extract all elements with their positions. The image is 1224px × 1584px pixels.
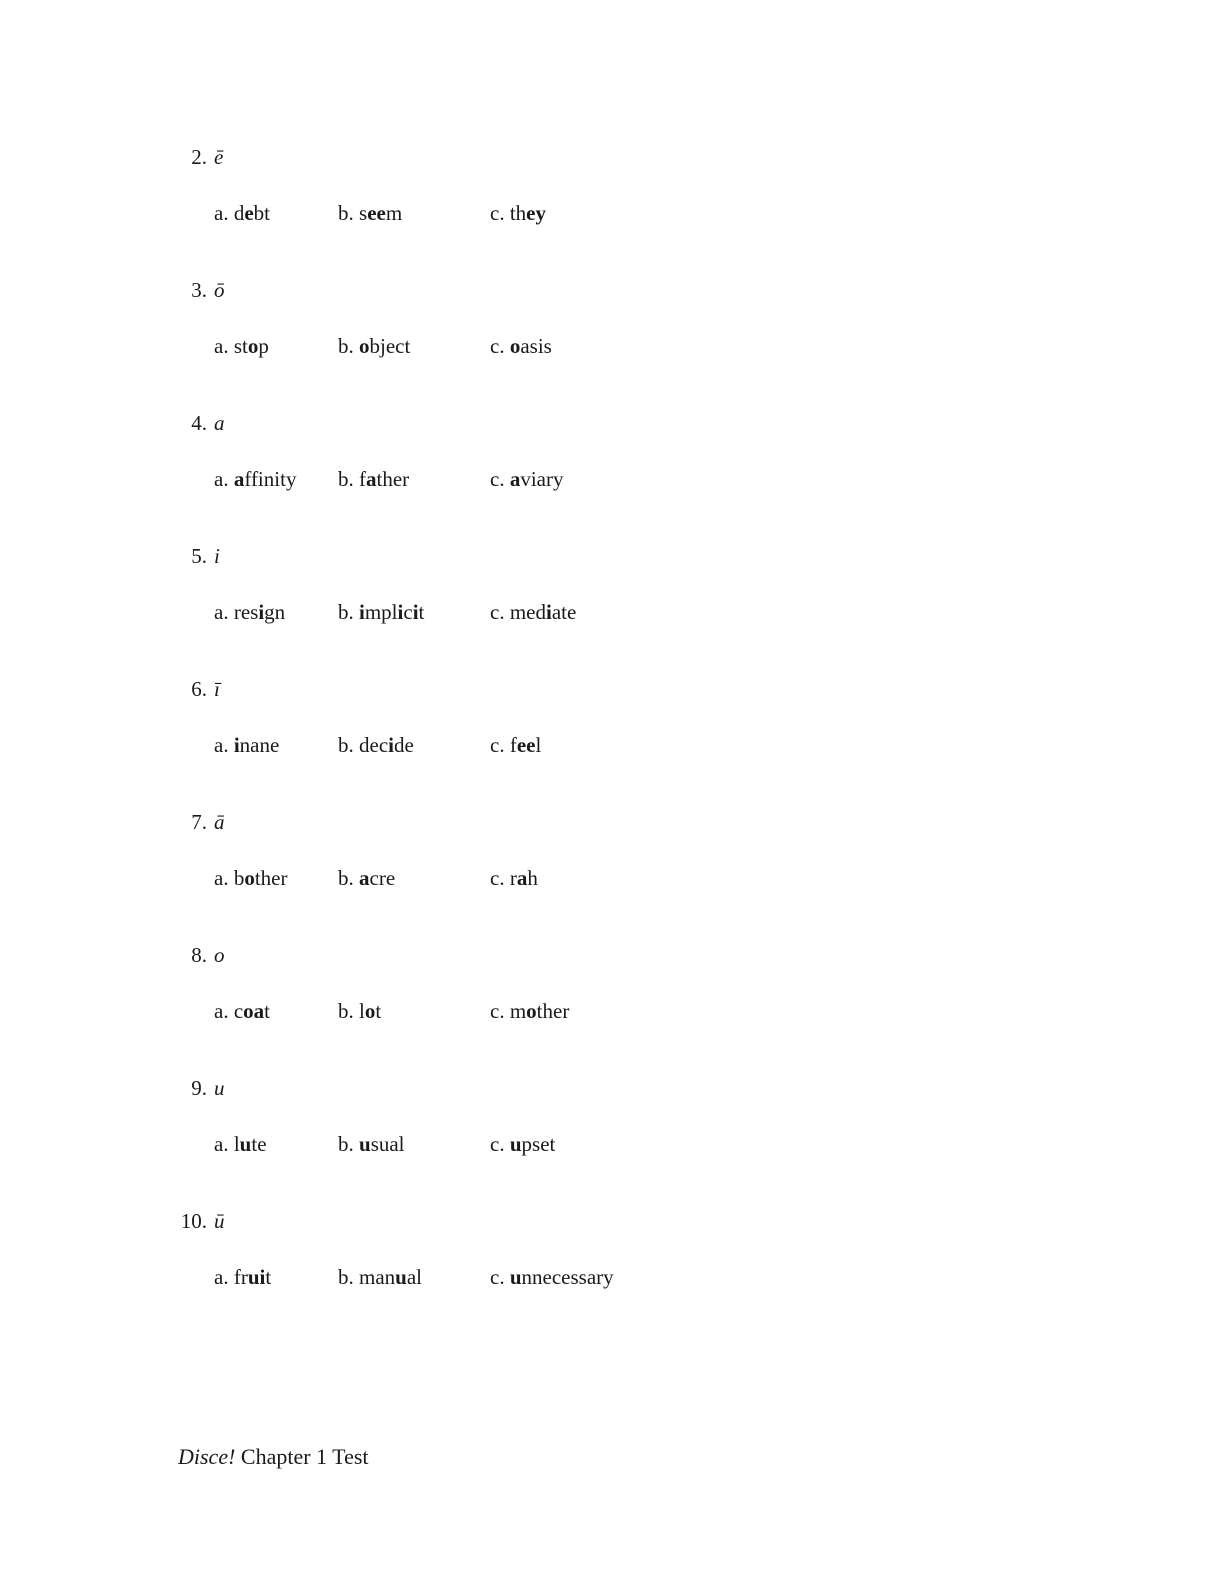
option-letter: a. (214, 201, 229, 225)
highlighted-letters: e (244, 201, 254, 225)
highlighted-letters: a (366, 467, 377, 491)
option-letter: c. (490, 1265, 505, 1289)
answer-option[interactable] (490, 866, 538, 891)
option-letter: a. (214, 1265, 229, 1289)
answer-option[interactable] (338, 733, 414, 758)
option-letter: c. (490, 1132, 505, 1156)
highlighted-letters: o (244, 866, 255, 890)
word-segment: t (375, 999, 382, 1023)
word-segment: c (403, 600, 413, 624)
option-letter: a. (214, 999, 229, 1023)
option-word (359, 1132, 405, 1156)
question-item (0, 943, 1224, 1033)
answer-option[interactable] (338, 999, 381, 1024)
word-segment: nnecessary (521, 1265, 614, 1289)
option-word (510, 733, 542, 757)
vowel-symbol: ī (214, 677, 220, 701)
word-segment: asis (520, 334, 552, 358)
word-segment: r (509, 866, 517, 890)
highlighted-letters: o (364, 999, 376, 1023)
question-item (0, 145, 1224, 235)
word-segment: ther (536, 999, 570, 1023)
word-segment: med (509, 600, 546, 624)
option-letter: c. (490, 334, 505, 358)
option-word (359, 999, 381, 1023)
answer-option[interactable] (490, 999, 569, 1024)
word-segment: m (509, 999, 527, 1023)
highlighted-letters: u (509, 1132, 522, 1156)
option-letter: b. (338, 201, 354, 225)
option-letter: a. (214, 334, 229, 358)
answer-option[interactable] (338, 1265, 422, 1290)
answer-option[interactable] (490, 1265, 614, 1290)
option-letter: b. (338, 733, 354, 757)
option-word (510, 1265, 614, 1289)
highlighted-letters: o (359, 334, 370, 358)
option-letter: a. (214, 1132, 229, 1156)
highlighted-letters: oa (243, 999, 265, 1023)
option-letter: a. (214, 467, 229, 491)
highlighted-letters: o (526, 999, 537, 1023)
answer-option[interactable] (338, 467, 409, 492)
option-word (234, 999, 270, 1023)
word-segment: de (394, 733, 414, 757)
option-word (510, 866, 538, 890)
highlighted-letters: ey (526, 201, 546, 225)
option-letter: c. (490, 866, 505, 890)
highlighted-letters: u (395, 1265, 407, 1289)
answer-option[interactable] (490, 467, 563, 492)
option-letter: b. (338, 866, 354, 890)
answer-option[interactable] (338, 201, 402, 226)
answer-option[interactable] (214, 334, 269, 359)
option-word (510, 201, 546, 225)
highlighted-letters: i (233, 733, 240, 757)
word-segment: c (233, 999, 244, 1023)
highlighted-letters: i (388, 733, 394, 757)
option-word (510, 467, 564, 491)
highlighted-letters: i (545, 600, 552, 624)
highlighted-letters: i (258, 600, 265, 624)
word-segment: l (359, 999, 365, 1023)
option-word (234, 1132, 267, 1156)
option-word (359, 201, 402, 225)
word-segment: mpl (364, 600, 398, 624)
word-segment: ffinity (244, 467, 297, 491)
answer-option[interactable] (490, 600, 576, 625)
question-number: 7. (191, 810, 207, 834)
option-word (510, 600, 576, 624)
word-segment: res (233, 600, 259, 624)
vowel-symbol: ō (214, 278, 225, 302)
option-letter: a. (214, 600, 229, 624)
highlighted-letters: ee (367, 201, 386, 225)
question-item (0, 1209, 1224, 1299)
option-letter: c. (490, 733, 505, 757)
word-segment: f (359, 467, 366, 491)
word-segment: cre (369, 866, 396, 890)
answer-option[interactable] (214, 733, 279, 758)
word-segment: f (509, 733, 517, 757)
vowel-symbol: o (214, 943, 225, 967)
word-segment: ther (376, 467, 410, 491)
answer-option[interactable] (214, 201, 270, 226)
footer-book-title: Disce! (178, 1444, 236, 1469)
word-segment: viary (520, 467, 564, 491)
option-letter: a. (214, 733, 229, 757)
word-segment: dec (359, 733, 389, 757)
highlighted-letters: i (412, 600, 419, 624)
answer-option[interactable] (214, 1132, 267, 1157)
answer-option[interactable] (214, 1265, 271, 1290)
footer-chapter-label: Chapter 1 Test (235, 1444, 369, 1469)
question-number: 3. (191, 278, 207, 302)
highlighted-letters: a (516, 866, 528, 890)
question-number: 4. (191, 411, 207, 435)
word-segment: m (385, 201, 403, 225)
answer-option[interactable] (338, 866, 395, 891)
option-letter: b. (338, 334, 354, 358)
question-number: 10. (180, 1209, 207, 1233)
word-segment: t (264, 999, 270, 1023)
option-word (510, 334, 552, 358)
option-word (234, 334, 269, 358)
highlighted-letters: a (359, 866, 370, 890)
answer-option[interactable] (214, 467, 296, 492)
option-word (510, 999, 570, 1023)
word-segment: th (509, 201, 527, 225)
option-letter: b. (338, 1265, 354, 1289)
option-letter: c. (490, 999, 505, 1023)
option-letter: b. (338, 600, 354, 624)
answer-option[interactable] (338, 600, 424, 625)
page-footer (178, 1444, 369, 1470)
option-word (234, 600, 285, 624)
option-word (359, 334, 410, 358)
word-segment: t (265, 1265, 272, 1289)
word-segment: st (233, 334, 248, 358)
question-number: 5. (191, 544, 207, 568)
word-segment: al (406, 1265, 422, 1289)
word-segment: man (359, 1265, 396, 1289)
option-word (359, 1265, 422, 1289)
option-word (234, 733, 280, 757)
option-word (359, 866, 395, 890)
answer-option[interactable] (214, 999, 270, 1024)
word-segment: l (233, 1132, 240, 1156)
highlighted-letters: u (359, 1132, 371, 1156)
highlighted-letters: o (247, 334, 259, 358)
option-letter: c. (490, 467, 505, 491)
option-word (359, 467, 409, 491)
question-item (0, 411, 1224, 501)
word-segment: fr (233, 1265, 248, 1289)
word-segment: nane (239, 733, 280, 757)
word-segment: sual (370, 1132, 405, 1156)
highlighted-letters: u (239, 1132, 252, 1156)
word-segment: ate (551, 600, 577, 624)
vowel-symbol: i (214, 544, 220, 568)
option-word (234, 1265, 271, 1289)
word-segment: d (233, 201, 245, 225)
vowel-symbol: ā (214, 810, 225, 834)
option-letter: a. (214, 866, 229, 890)
word-segment: b (233, 866, 245, 890)
question-item (0, 677, 1224, 767)
option-letter: b. (338, 1132, 354, 1156)
answer-option[interactable] (214, 866, 287, 891)
option-word (234, 201, 270, 225)
highlighted-letters: u (509, 1265, 522, 1289)
question-number: 8. (191, 943, 207, 967)
word-segment: h (527, 866, 538, 890)
word-segment: pset (521, 1132, 556, 1156)
option-word (510, 1132, 556, 1156)
option-letter: c. (490, 600, 505, 624)
word-segment: bject (369, 334, 411, 358)
answer-option[interactable] (490, 201, 546, 226)
answer-option[interactable] (338, 334, 410, 359)
word-segment: gn (264, 600, 286, 624)
answer-option[interactable] (490, 334, 552, 359)
answer-option[interactable] (490, 1132, 555, 1157)
question-number: 6. (191, 677, 207, 701)
vowel-symbol: a (214, 411, 225, 435)
option-letter: b. (338, 999, 354, 1023)
option-word (234, 866, 288, 890)
option-letter: c. (490, 201, 505, 225)
highlighted-letters: a (509, 467, 521, 491)
highlighted-letters: ee (516, 733, 536, 757)
question-item (0, 278, 1224, 368)
answer-option[interactable] (338, 1132, 405, 1157)
highlighted-letters: i (397, 600, 404, 624)
highlighted-letters: i (359, 600, 365, 624)
highlighted-letters: o (509, 334, 521, 358)
vowel-symbol: u (214, 1076, 225, 1100)
word-segment: ther (254, 866, 288, 890)
answer-option[interactable] (490, 733, 541, 758)
vowel-symbol: ū (214, 1209, 225, 1233)
vowel-symbol: ē (214, 145, 224, 169)
word-segment: t (418, 600, 425, 624)
option-letter: b. (338, 467, 354, 491)
word-segment: p (258, 334, 269, 358)
option-word (359, 733, 414, 757)
question-number: 9. (191, 1076, 207, 1100)
highlighted-letters: ui (247, 1265, 266, 1289)
question-item (0, 810, 1224, 900)
option-word (359, 600, 424, 624)
question-item (0, 1076, 1224, 1166)
question-item (0, 544, 1224, 634)
question-number: 2. (191, 145, 207, 169)
word-segment: l (535, 733, 542, 757)
answer-option[interactable] (214, 600, 285, 625)
word-segment: s (359, 201, 368, 225)
word-segment: bt (253, 201, 270, 225)
option-word (234, 467, 297, 491)
word-segment: te (251, 1132, 267, 1156)
highlighted-letters: a (233, 467, 245, 491)
